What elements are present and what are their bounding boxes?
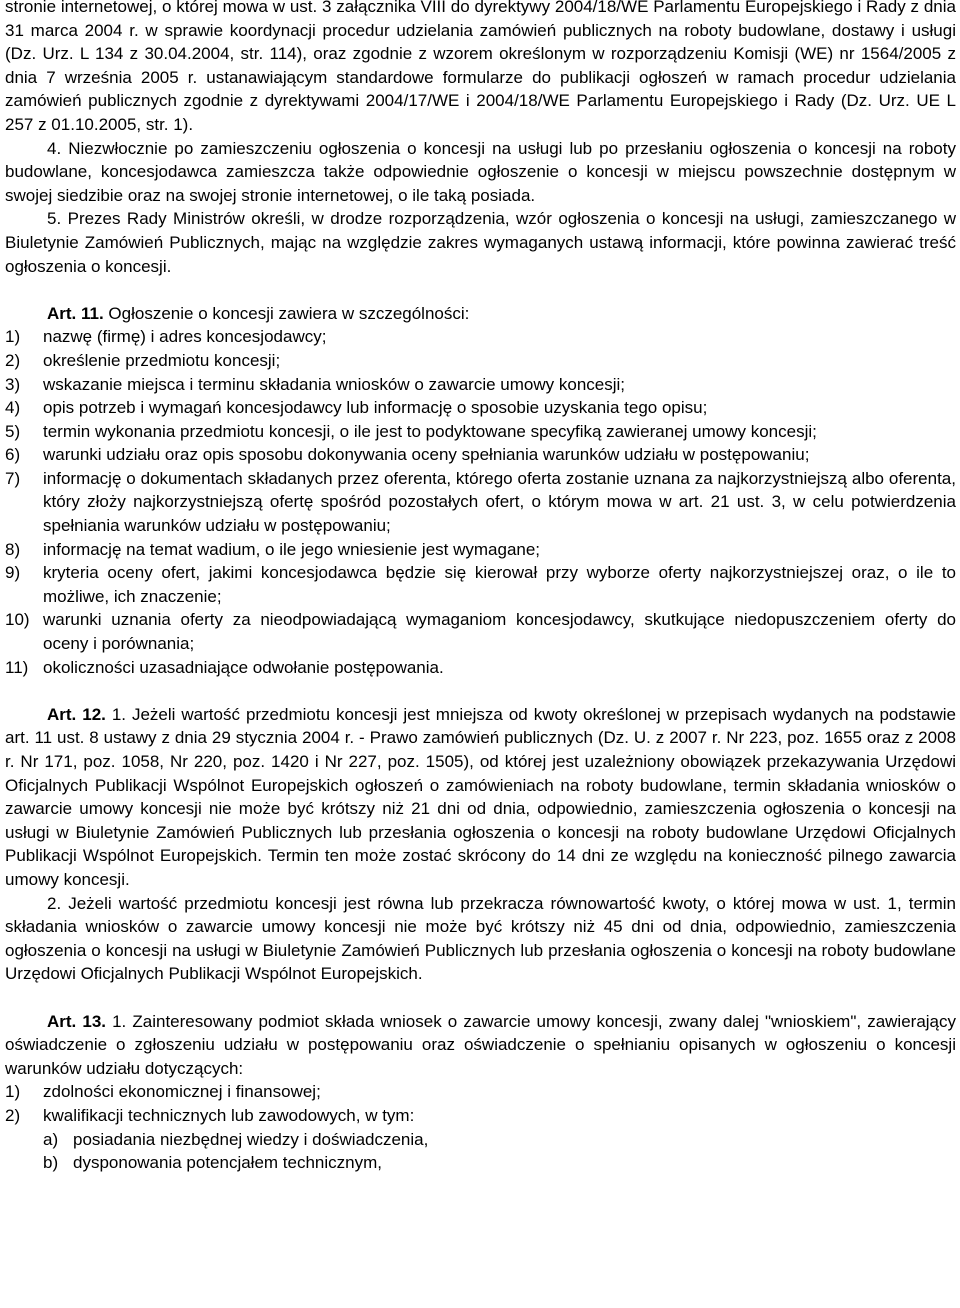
- list-item-text: określenie przedmiotu koncesji;: [43, 350, 281, 370]
- paragraph-5: 5. Prezes Rady Ministrów określi, w drodze rozporządzenia, wzór ogłoszenia o koncesji na usługi, zamieszczanego w Biuletynie Zamówień Publicznych, mając na względzie zakres wymaganych ustawą informacji, które powinna zawierać treść ogłoszenia o koncesji.: [5, 209, 956, 276]
- list-item-text: termin wykonania przedmiotu koncesji, o ile jest to podyktowane specyfiką zawieranej umowy koncesji;: [43, 421, 817, 441]
- article-13-list: [5, 1080, 956, 1127]
- article-13-paragraph-1: [5, 1010, 956, 1081]
- article-11: [5, 302, 956, 680]
- list-item: [5, 1080, 956, 1104]
- list-item-text: kwalifikacji technicznych lub zawodowych, w tym:: [43, 1105, 415, 1125]
- list-item-number: 5): [5, 421, 21, 441]
- sublist-item-letter: b): [43, 1153, 59, 1173]
- list-item-number: 7): [5, 468, 21, 488]
- sublist-item-letter: a): [43, 1129, 59, 1149]
- paragraph-4: 4. Niezwłocznie po zamieszczeniu ogłoszenia o koncesji na usługi lub po przesłaniu ogłoszenia o koncesji na roboty budowlane, koncesjodawca zamieszcza także odpowiednie ogłoszenie o koncesji w miejscu powszechnie dostępnym w swojej siedzibie oraz na swojej stronie internetowej, o ile taką posiada.: [5, 138, 956, 205]
- list-item-text: informację o dokumentach składanych przez oferenta, którego oferta zostanie uznana za najkorzystniejszą albo oferenta, który złoży najkorzystniejszą ofertę spośród pozostałych ofert, o którym mowa w art. 21 ust. 3, w celu potwierdzenia spełniania warunków udziału w postępowaniu;: [43, 468, 956, 536]
- list-item-number: 2): [5, 1105, 21, 1125]
- sublist-item-text: dysponowania potencjałem technicznym,: [73, 1153, 383, 1173]
- spacer: [5, 278, 956, 302]
- list-item: [5, 325, 956, 349]
- list-item-text: wskazanie miejsca i terminu składania wniosków o zawarcie umowy koncesji;: [43, 374, 626, 394]
- list-item-text: nazwę (firmę) i adres koncesjodawcy;: [43, 327, 327, 347]
- list-item-number: 1): [5, 327, 21, 347]
- article-11-list: [5, 325, 956, 679]
- list-item: [5, 443, 956, 467]
- list-item-number: 4): [5, 398, 21, 418]
- article-11-intro: Ogłoszenie o koncesji zawiera w szczególności:: [103, 303, 470, 323]
- list-item: [5, 420, 956, 444]
- list-item-text: zdolności ekonomicznej i finansowej;: [43, 1082, 321, 1102]
- list-item-number: 3): [5, 374, 21, 394]
- spacer: [5, 679, 956, 703]
- sublist-item: [5, 1151, 956, 1175]
- list-item: [5, 467, 956, 538]
- list-item: [5, 373, 956, 397]
- list-item-number: 6): [5, 445, 21, 465]
- list-item-number: 10): [5, 610, 30, 630]
- list-item-text: informację na temat wadium, o ile jego wniesienie jest wymagane;: [43, 539, 541, 559]
- article-13: [5, 1010, 956, 1175]
- list-item-text: kryteria oceny ofert, jakimi koncesjodawca będzie się kierował przy wyborze oferty najkorzystniejszej oraz, o ile to możliwe, ich znaczenie;: [43, 563, 956, 606]
- article-11-number: Art. 11.: [47, 303, 104, 323]
- article-12-number: Art. 12.: [47, 704, 106, 724]
- list-item-text: opis potrzeb i wymagań koncesjodawcy lub informację o sposobie uzyskania tego opisu;: [43, 398, 708, 418]
- list-item: [5, 396, 956, 420]
- list-item: [5, 349, 956, 373]
- list-item-number: 1): [5, 1082, 21, 1102]
- spacer: [5, 986, 956, 1010]
- article-13-number: Art. 13.: [47, 1011, 107, 1031]
- sublist-item-text: posiadania niezbędnej wiedzy i doświadczenia,: [73, 1129, 429, 1149]
- article-12: [5, 703, 956, 986]
- list-item-number: 2): [5, 350, 21, 370]
- list-item-text: warunki udziału oraz opis sposobu dokonywania oceny spełniania warunków udziału w postępowaniu;: [43, 445, 810, 465]
- article-12-paragraph-2: 2. Jeżeli wartość przedmiotu koncesji jest równa lub przekracza równowartość kwoty, o której mowa w ust. 1, termin składania wniosków o zawarcie umowy koncesji nie może być krótszy niż 45 dni od dnia, odpowiednio, zamieszczenia ogłoszenia o koncesji na usługi w Biuletynie Zamówień Publicznych lub przesłania ogłoszenia o koncesji na roboty budowlane Urzędowi Oficjalnych Publikacji Wspólnot Europejskich.: [5, 893, 956, 984]
- article-12-text-1: 1. Jeżeli wartość przedmiotu koncesji jest mniejsza od kwoty określonej w przepisach wydanych na podstawie art. 11 ust. 8 ustawy z dnia 29 stycznia 2004 r. - Prawo zamówień publicznych (Dz. U. z 2007 r. Nr 223, poz. 1655 oraz z 2008 r. Nr 171, poz. 1058, Nr 220, poz. 1420 i Nr 227, poz. 1505), od której jest uzależniony obowiązek przekazywania Urzędowi Oficjalnych Publikacji Wspólnot Europejskich ogłoszeń o zamówieniach na roboty budowlane, termin składania wniosków o zawarcie umowy koncesji nie może być krótszy niż 21 dni od dnia, odpowiednio, zamieszczenia ogłoszenia o koncesji na usługi w Biuletynie Zamówień Publicznych lub przesłania ogłoszenia o koncesji na roboty budowlane Urzędowi Oficjalnych Publikacji Wspólnot Europejskich. Termin ten może zostać skrócony do 14 dni ze względu na konieczność pilnego zawarcia umowy koncesji.: [5, 704, 956, 889]
- article-13-sublist: [5, 1128, 956, 1175]
- article-12-paragraph-1: [5, 703, 956, 892]
- list-item: [5, 608, 956, 655]
- list-item: [5, 538, 956, 562]
- article-11-heading: [5, 302, 956, 326]
- list-item-number: 9): [5, 563, 21, 583]
- list-item: [5, 656, 956, 680]
- list-item-text: warunki uznania oferty za nieodpowiadającą wymaganiom koncesjodawcy, skutkujące niedopuszczeniem oferty do oceny i porównania;: [43, 610, 956, 654]
- sublist-item: [5, 1128, 956, 1152]
- list-item-number: 8): [5, 539, 21, 559]
- document-body: [5, 0, 956, 1175]
- list-item-text: okoliczności uzasadniające odwołanie postępowania.: [43, 657, 444, 677]
- paragraph-continued: stronie internetowej, o której mowa w ust. 3 załącznika VIII do dyrektywy 2004/18/WE Parlamentu Europejskiego i Rady z dnia 31 marca 2004 r. w sprawie koordynacji procedur udzielania zamówień publicznych na roboty budowlane, dostawy i usługi (Dz. Urz. L 134 z 30.04.2004, str. 114), oraz zgodnie z wzorem określonym w rozporządzeniu Komisji (WE) nr 1564/2005 z dnia 7 września 2005 r. ustanawiającym standardowe formularze do publikacji ogłoszeń w ramach procedur udzielania zamówień publicznych zgodnie z dyrektywami 2004/17/WE i 2004/18/WE Parlamentu Europejskiego i Rady (Dz. Urz. UE L 257 z 01.10.2005, str. 1).: [5, 0, 956, 134]
- list-item: [5, 561, 956, 608]
- article-13-text-1: 1. Zainteresowany podmiot składa wniosek o zawarcie umowy koncesji, zwany dalej "wnioskiem", zawierający oświadczenie o zgłoszeniu udziału w postępowaniu oraz oświadczenie o spełnianiu opisanych w ogłoszeniu o koncesji warunków udziału dotyczących:: [5, 1011, 957, 1078]
- list-item-number: 11): [5, 657, 29, 677]
- list-item: [5, 1104, 956, 1128]
